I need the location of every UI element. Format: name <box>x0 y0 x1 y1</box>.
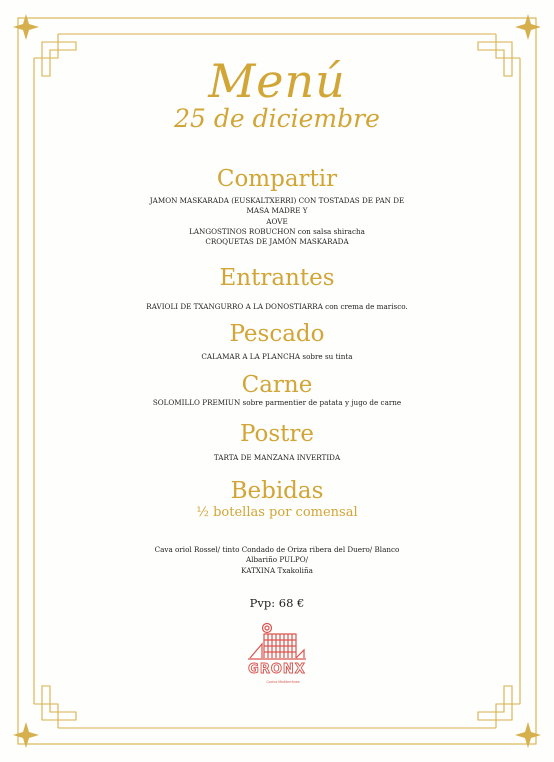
list-item: MASA MADRE Y <box>246 206 308 216</box>
list-item: TARTA DE MANZANA INVERTIDA <box>213 453 341 462</box>
section-items-postre <box>0 453 554 463</box>
menu-title: Menú <box>208 54 346 108</box>
section-items-pescado <box>0 352 554 362</box>
menu-date: 25 de diciembre <box>174 104 380 133</box>
list-item: CALAMAR A LA PLANCHA sobre su tinta <box>201 352 353 361</box>
list-item: AOVE <box>266 216 288 226</box>
section-heading-carne: Carne <box>241 372 313 398</box>
list-item: Albariño PULPO/ <box>245 555 309 565</box>
logo-tagline: Cocina Mediterránea <box>266 680 300 684</box>
section-heading-bebidas: Bebidas <box>230 478 324 504</box>
list-item: LANGOSTINOS ROBUCHON con salsa shiracha <box>189 226 365 236</box>
section-items-bebidas <box>0 545 554 576</box>
restaurant-logo <box>238 620 316 688</box>
list-item: KATXINA Txakoliña <box>241 565 313 575</box>
section-items-entrantes <box>0 302 554 312</box>
list-item: Cava oriol Rossel/ tinto Condado de Oriza ribera del Duero/ Blanco <box>154 545 400 554</box>
list-item: RAVIOLI DE TXANGURRO A LA DONOSTIARRA con crema de marisco. <box>146 302 408 311</box>
list-item: CROQUETAS DE JAMÓN MASKARADA <box>205 237 349 247</box>
list-item: JAMON MASKARADA (EUSKALTXERRI) CON TOSTADAS DE PAN DE <box>149 196 405 205</box>
logo-icon <box>238 620 316 688</box>
price: Pvp: 68 € <box>249 596 305 610</box>
section-items-compartir <box>0 196 554 247</box>
logo-name: GRONX <box>248 662 306 677</box>
section-items-carne <box>0 398 554 408</box>
section-heading-compartir: Compartir <box>216 166 338 192</box>
bebidas-note: ½ botellas por comensal <box>196 505 358 520</box>
section-heading-entrantes: Entrantes <box>219 265 335 291</box>
section-heading-postre: Postre <box>239 421 315 447</box>
section-heading-pescado: Pescado <box>229 321 325 347</box>
list-item: SOLOMILLO PREMIUN sobre parmentier de patata y jugo de carne <box>152 398 402 407</box>
